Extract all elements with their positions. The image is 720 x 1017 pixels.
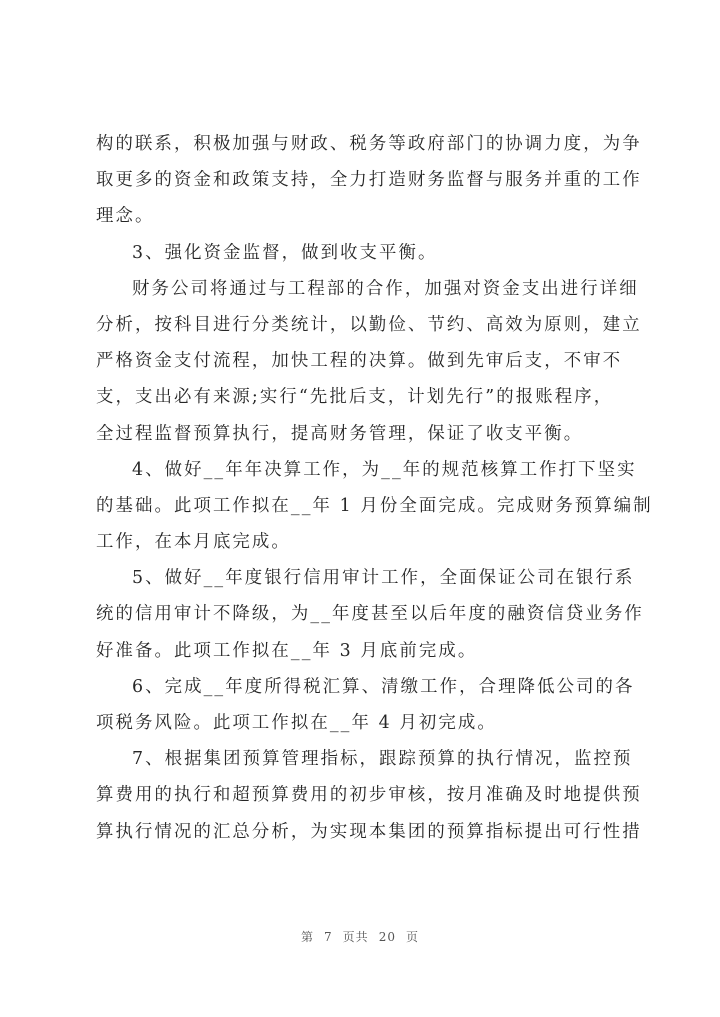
paragraph (96, 741, 642, 850)
text-line: 工作，在本月底完成。 (96, 532, 291, 553)
text-line: 的基础。此项工作拟在__年 1 月份全面完成。完成财务预算编制 (96, 495, 653, 516)
paragraph (96, 452, 653, 561)
section-heading-3: 3、强化资金监督，做到收支平衡。 (132, 242, 438, 263)
item-4-line: 4、做好__年年决算工作，为__年的规范核算工作打下坚实 (132, 459, 637, 480)
paragraph (96, 235, 630, 271)
text-line: 构的联系，积极加强与财政、税务等政府部门的协调力度，为争 (96, 134, 642, 154)
footer-middle: 页共 (342, 930, 369, 944)
text-line: 取更多的资金和政策支持，全力打造财务监督与服务并重的工作 (96, 170, 642, 191)
document-body (96, 126, 653, 850)
footer-suffix: 页 (405, 930, 419, 944)
text-line: 全过程监督预算执行，提高财务管理，保证了收支平衡。 (96, 423, 584, 444)
text-line: 理念。 (96, 206, 155, 227)
text-line: 支，支出必有来源;实行“先批后支，计划先行”的报账程序， (96, 387, 614, 408)
total-pages: 20 (378, 930, 396, 944)
text-line: 严格资金支付流程，加快工程的决算。做到先审后支，不审不 (96, 351, 623, 372)
paragraph (96, 560, 644, 669)
item-7-line: 7、根据集团预算管理指标，跟踪预算的执行情况，监控预 (132, 749, 633, 770)
item-5-line: 5、做好__年度银行信用审计工作，全面保证公司在银行系 (132, 568, 635, 589)
paragraph (96, 669, 635, 741)
text-line: 项税务风险。此项工作拟在__年 4 月初完成。 (96, 713, 497, 733)
text-line: 统的信用审计不降级，为__年度甚至以后年度的融资信贷业务作 (96, 604, 644, 625)
footer-prefix: 第 (301, 930, 315, 944)
page-number: 7 (324, 930, 333, 944)
text-line: 好准备。此项工作拟在__年 3 月底前完成。 (96, 640, 478, 661)
paragraph (96, 126, 642, 235)
page-footer (0, 928, 720, 945)
text-line: 分析，按科目进行分类统计，以勤俭、节约、高效为原则，建立 (96, 314, 642, 335)
text-line: 算执行情况的汇总分析，为实现本集团的预算指标提出可行性措 (96, 821, 642, 842)
item-6-line: 6、完成__年度所得税汇算、清缴工作，合理降低公司的各 (132, 676, 635, 697)
paragraph (96, 271, 642, 452)
text-line: 财务公司将通过与工程部的合作，加强对资金支出进行详细 (132, 278, 639, 299)
text-line: 算费用的执行和超预算费用的初步审核，按月准确及时地提供预 (96, 785, 642, 806)
